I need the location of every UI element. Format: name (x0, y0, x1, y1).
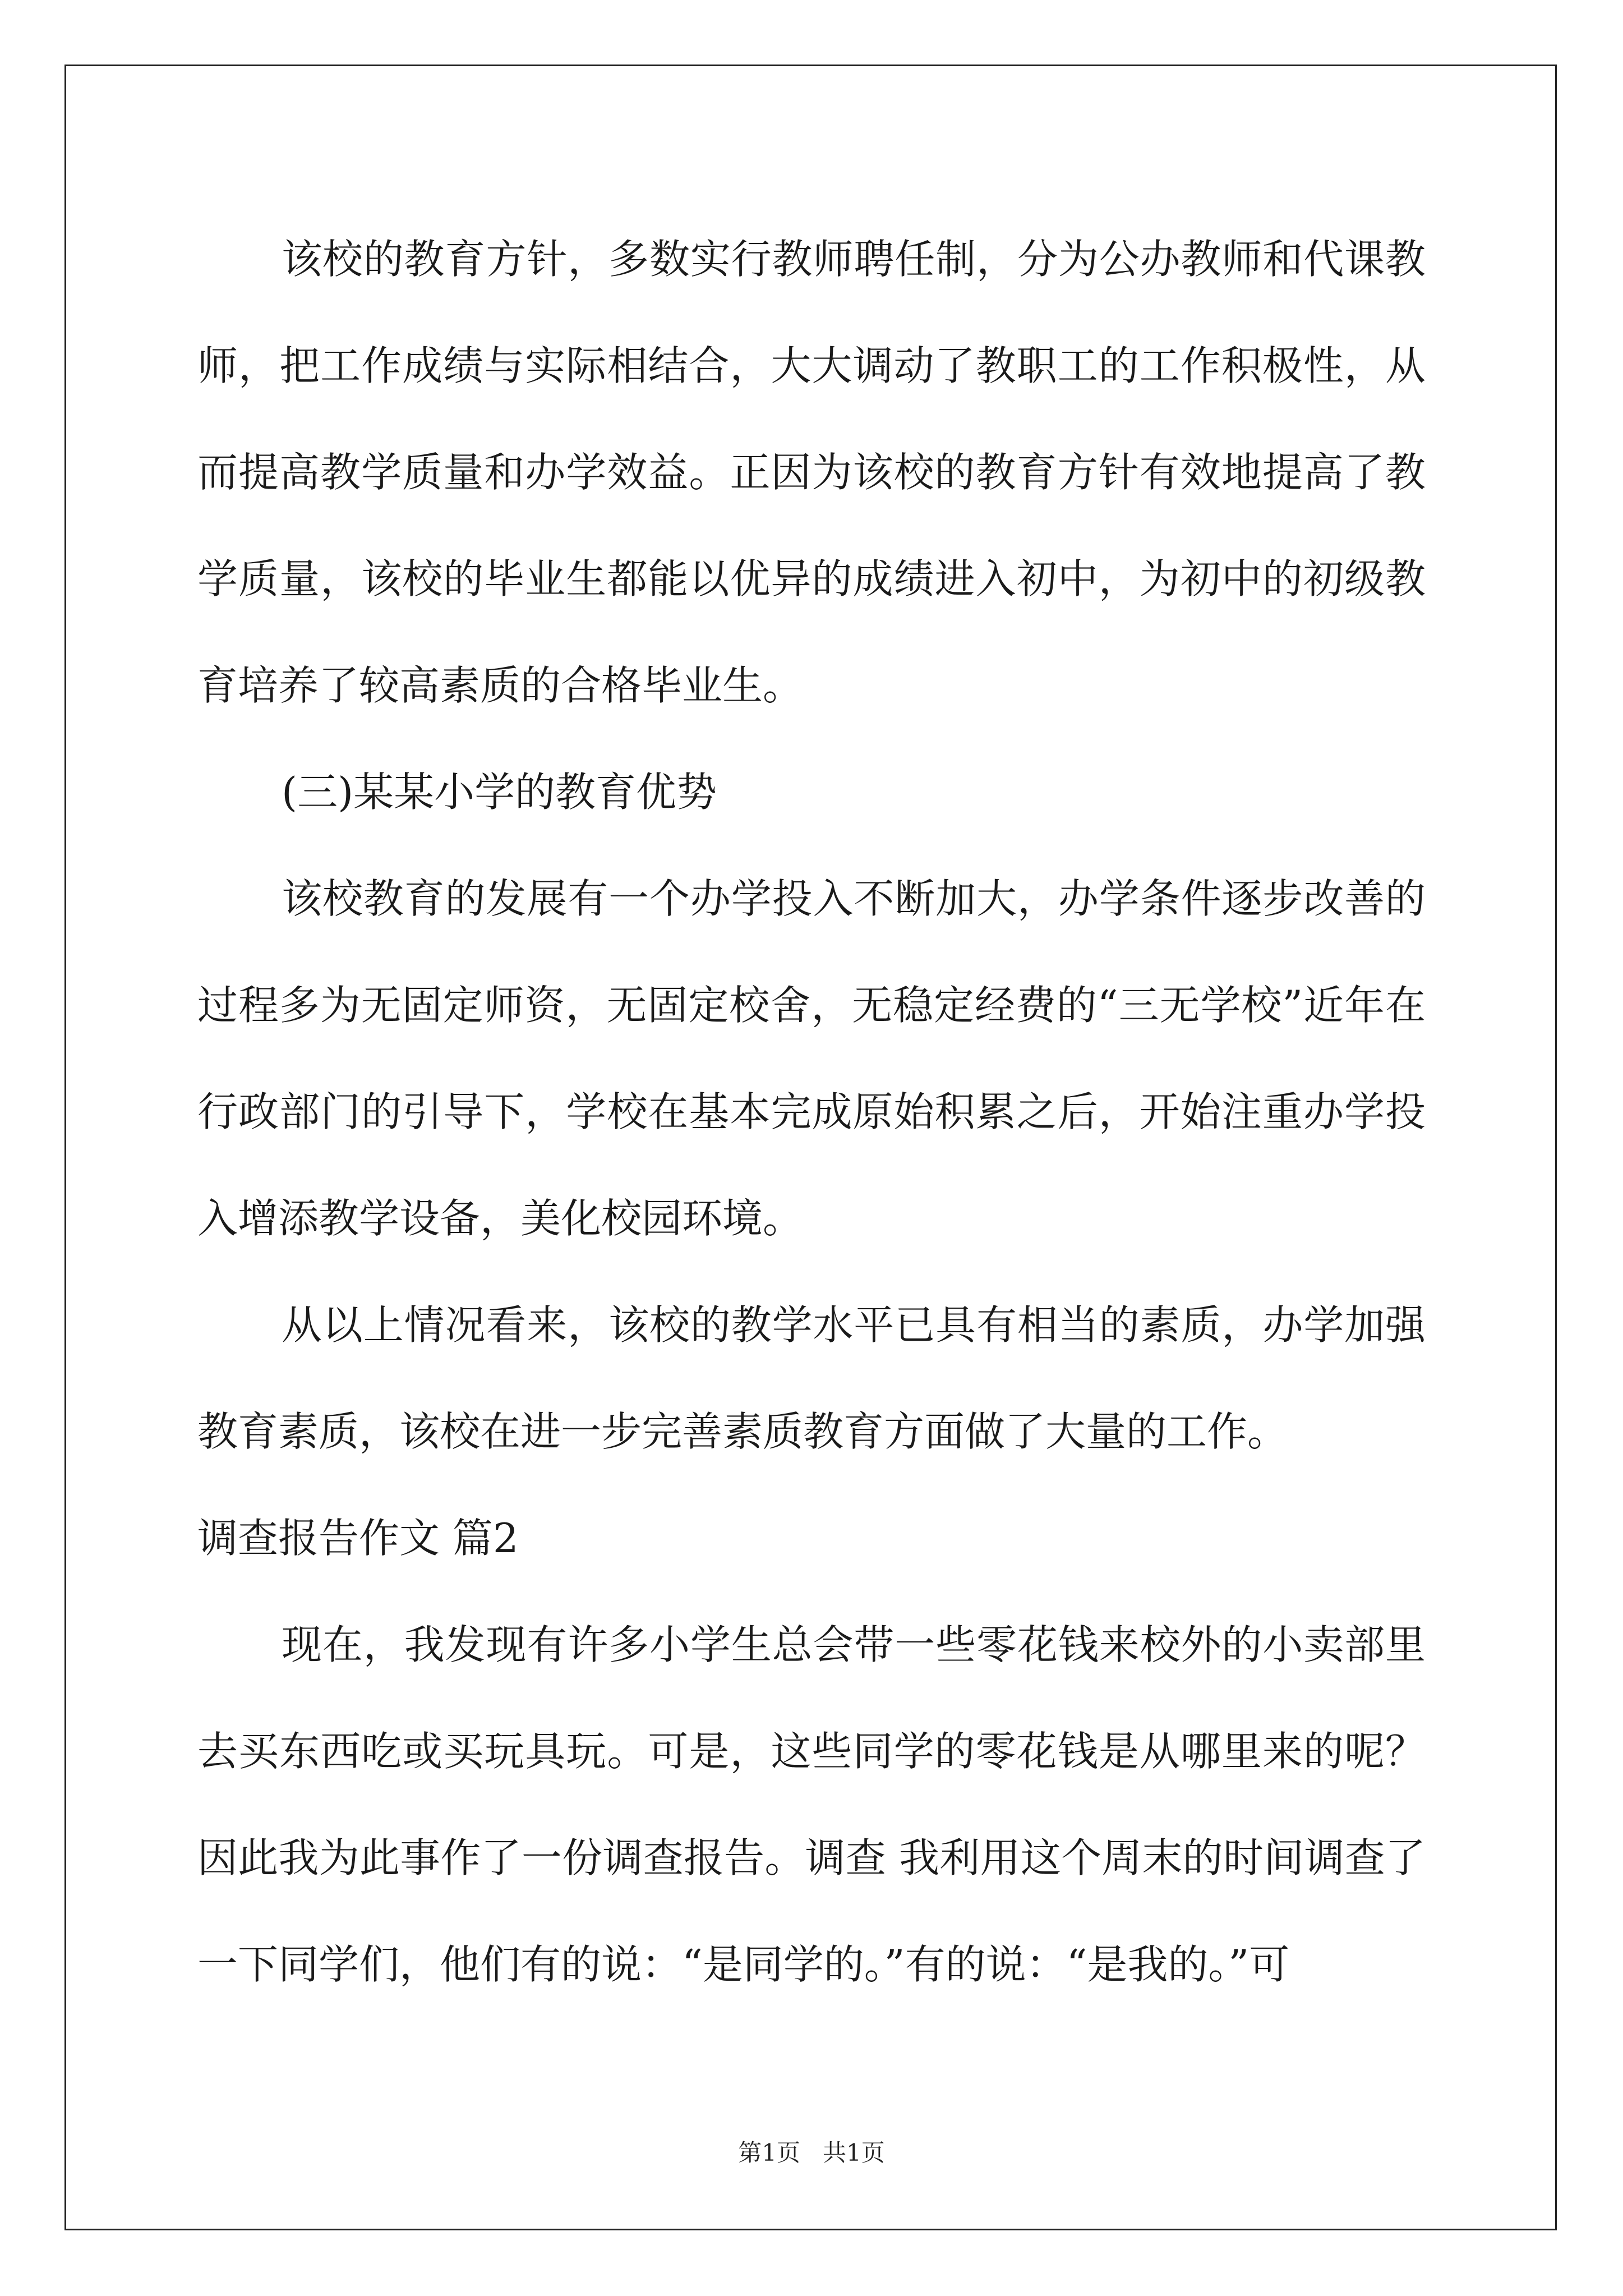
document-body (197, 206, 1426, 2018)
paragraph-school-development: 该校教育的发展有一个办学投入不断加大，办学条件逐步改善的过程多为无固定师资，无固定校舍，无稳定经费的“三无学校”近年在行政部门的引导下，学校在基本完成原始积累之后，开始注重办学投入增添教学设备，美化校园环境。 (197, 875, 1426, 1242)
paragraph-pocket-money: 现在，我发现有许多小学生总会带一些零花钱来校外的小卖部里去买东西吃或买玩具玩。可是，这些同学的零花钱是从哪里来的呢？因此我为此事作了一份调查报告。调查 我利用这个周末的时间调查了一下同学们，他们有的说：“是同学的。”有的说：“是我的。”可 (197, 1621, 1426, 1988)
page-number-footer: 第1页 共1页 (738, 2139, 885, 2166)
paragraph-conclusion: 从以上情况看来，该校的教学水平已具有相当的素质，办学加强教育素质，该校在进一步完善素质教育方面做了大量的工作。 (197, 1301, 1426, 1455)
paragraph-education-policy: 该校的教育方针，多数实行教师聘任制，分为公办教师和代课教师，把工作成绩与实际相结合，大大调动了教职工的工作积极性，从而提高教学质量和办学效益。正因为该校的教育方针有效地提高了教学质量，该校的毕业生都能以优异的成绩进入初中，为初中的初级教育培养了较高素质的合格毕业生。 (197, 236, 1426, 709)
subheading-education-advantage: (三)某某小学的教育优势 (282, 769, 717, 816)
section-title-report-2: 调查报告作文 篇2 (197, 1515, 519, 1562)
